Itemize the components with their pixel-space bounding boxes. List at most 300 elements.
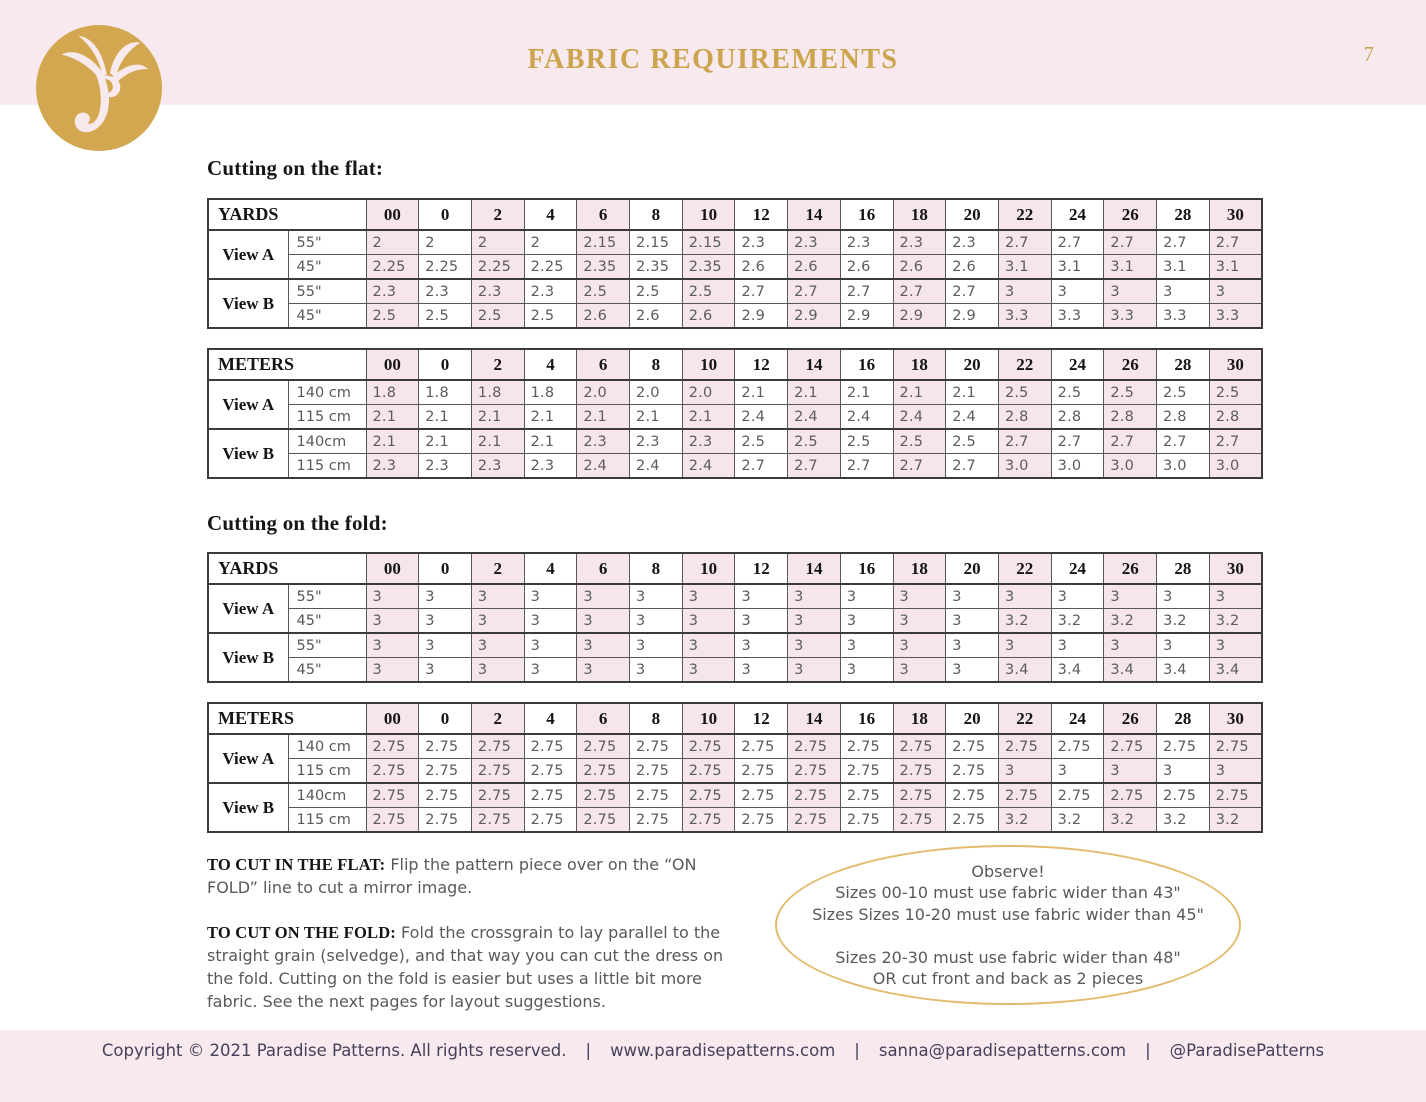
table-cell: 3 <box>735 658 788 683</box>
table-row <box>208 255 1262 280</box>
size-column-header: 30 <box>1209 349 1262 380</box>
size-column-header: 28 <box>1157 553 1210 584</box>
size-column-header: 12 <box>735 553 788 584</box>
table-cell: 2.75 <box>577 734 630 759</box>
table-cell: 2.1 <box>471 405 524 430</box>
size-column-header: 16 <box>840 349 893 380</box>
table-cell: 2.75 <box>1157 783 1210 808</box>
size-column-header: 0 <box>419 199 472 230</box>
table-cell: 3 <box>840 609 893 634</box>
note-cut-on-fold-label: TO CUT ON THE FOLD: <box>207 923 397 942</box>
table-cell: 2.75 <box>893 783 946 808</box>
size-column-header: 20 <box>946 349 999 380</box>
observe-line: Sizes Sizes 10-20 must use fabric wider than 45" <box>812 904 1204 924</box>
table-cell: 3.1 <box>1051 255 1104 280</box>
table-cell: 2 <box>471 230 524 255</box>
table-cell: 3.4 <box>1157 658 1210 683</box>
size-column-header: 8 <box>630 703 683 734</box>
table-cell: 3 <box>788 633 841 658</box>
table-cell: 2.75 <box>471 734 524 759</box>
table-cell: 2.1 <box>735 380 788 405</box>
table-cell: 2.75 <box>577 759 630 784</box>
table-cell: 2.9 <box>893 304 946 329</box>
table-cell: 2.6 <box>893 255 946 280</box>
table-cell: 3 <box>893 658 946 683</box>
size-column-header: 00 <box>366 349 419 380</box>
table-cell: 2.4 <box>682 454 735 479</box>
size-column-header: 14 <box>788 553 841 584</box>
table-cell: 2.35 <box>630 255 683 280</box>
table-cell: 3.3 <box>1104 304 1157 329</box>
table-cell: 2.5 <box>577 279 630 304</box>
table-cell: 2.8 <box>1209 405 1262 430</box>
table-cell: 2.75 <box>788 808 841 833</box>
table-row <box>208 584 1262 609</box>
size-column-header: 26 <box>1104 553 1157 584</box>
size-column-header: 20 <box>946 199 999 230</box>
fabric-width-label: 45" <box>288 609 366 634</box>
fabric-width-label: 45" <box>288 255 366 280</box>
size-column-header: 16 <box>840 199 893 230</box>
view-label: View B <box>208 429 288 478</box>
table-cell: 3.0 <box>998 454 1051 479</box>
table-cell: 3 <box>1104 584 1157 609</box>
table-cell: 2.1 <box>788 380 841 405</box>
fabric-width-label: 115 cm <box>288 759 366 784</box>
table-cell: 2.75 <box>524 759 577 784</box>
size-column-header: 6 <box>577 703 630 734</box>
table-cell: 2.75 <box>893 734 946 759</box>
table-cell: 3.4 <box>1051 658 1104 683</box>
table-cell: 2.3 <box>366 279 419 304</box>
table-cell: 3.0 <box>1104 454 1157 479</box>
table-unit-label: METERS <box>208 349 366 380</box>
size-column-header: 14 <box>788 703 841 734</box>
size-column-header: 4 <box>524 553 577 584</box>
size-column-header: 12 <box>735 703 788 734</box>
view-label: View A <box>208 584 288 633</box>
fabric-width-label: 140 cm <box>288 734 366 759</box>
table-cell: 3 <box>630 609 683 634</box>
table-cell: 3 <box>524 609 577 634</box>
table-cell: 3.0 <box>1051 454 1104 479</box>
table-cell: 1.8 <box>419 380 472 405</box>
table-cell: 2.4 <box>735 405 788 430</box>
table-cell: 3 <box>524 584 577 609</box>
table-cell: 3 <box>998 584 1051 609</box>
table-cell: 3 <box>946 633 999 658</box>
table-cell: 2.5 <box>366 304 419 329</box>
table-cell: 2.75 <box>735 734 788 759</box>
fabric-width-label: 55" <box>288 633 366 658</box>
table-cell: 2.3 <box>630 429 683 454</box>
table-cell: 3 <box>471 633 524 658</box>
view-label: View A <box>208 380 288 429</box>
table-cell: 2.7 <box>735 454 788 479</box>
size-column-header: 22 <box>998 553 1051 584</box>
table-cell: 2.75 <box>682 808 735 833</box>
size-column-header: 4 <box>524 349 577 380</box>
view-label: View A <box>208 230 288 279</box>
table-cell: 2.7 <box>1157 230 1210 255</box>
size-column-header: 30 <box>1209 199 1262 230</box>
table-cell: 2.75 <box>946 808 999 833</box>
table-cell: 2.75 <box>1051 734 1104 759</box>
table-cell: 2.3 <box>419 279 472 304</box>
size-column-header: 20 <box>946 553 999 584</box>
table-cell: 2.7 <box>1051 429 1104 454</box>
table-cell: 3 <box>1051 633 1104 658</box>
table-cell: 3 <box>682 584 735 609</box>
table-cell: 3 <box>630 658 683 683</box>
table-cell: 2.75 <box>735 808 788 833</box>
table-cell: 2.7 <box>788 279 841 304</box>
table-cell: 2.75 <box>577 808 630 833</box>
size-column-header: 8 <box>630 199 683 230</box>
table-cell: 3 <box>735 633 788 658</box>
table-cell: 2.75 <box>419 783 472 808</box>
table-cell: 2.75 <box>840 808 893 833</box>
table-cell: 3 <box>1051 584 1104 609</box>
table-cell: 2.4 <box>893 405 946 430</box>
table-cell: 3 <box>471 658 524 683</box>
table-cell: 2.6 <box>946 255 999 280</box>
table-cell: 3 <box>946 658 999 683</box>
fabric-width-label: 115 cm <box>288 808 366 833</box>
table-cell: 3 <box>893 609 946 634</box>
table-cell: 2.7 <box>840 279 893 304</box>
table-cell: 2.1 <box>366 429 419 454</box>
size-column-header: 24 <box>1051 349 1104 380</box>
table-cell: 2.75 <box>1209 783 1262 808</box>
table-cell: 2.15 <box>630 230 683 255</box>
table-cell: 2.5 <box>471 304 524 329</box>
observe-line: Sizes 00-10 must use fabric wider than 43" <box>835 883 1181 902</box>
table-cell: 2.7 <box>893 454 946 479</box>
table-cell: 2.3 <box>682 429 735 454</box>
size-column-header: 26 <box>1104 349 1157 380</box>
table-cell: 2.75 <box>788 759 841 784</box>
table-cell: 2.1 <box>577 405 630 430</box>
table-cell: 2.75 <box>1104 734 1157 759</box>
table-cell: 3 <box>1051 759 1104 784</box>
footer-copyright: Copyright © 2021 Paradise Patterns. All rights reserved. <box>101 1041 567 1060</box>
size-column-header: 20 <box>946 703 999 734</box>
table-cell: 3 <box>1209 633 1262 658</box>
table-cell: 2.75 <box>946 783 999 808</box>
size-column-header: 26 <box>1104 703 1157 734</box>
table-cell: 2.1 <box>840 380 893 405</box>
table-cell: 3.2 <box>1104 609 1157 634</box>
note-cut-on-fold-text: Fold the crossgrain to lay parallel to the straight grain (selvedge), and that way you can cut the dress on the fold. Cutting on the fold is easier but uses a little bit more fabric. See the next pages for layout suggestions. <box>207 923 724 1011</box>
paradise-patterns-logo <box>35 24 163 152</box>
size-column-header: 0 <box>419 553 472 584</box>
table-cell: 3 <box>524 658 577 683</box>
size-column-header: 18 <box>893 199 946 230</box>
page-title: FABRIC REQUIREMENTS <box>527 44 899 75</box>
table-cell: 3 <box>998 633 1051 658</box>
table-cell: 2.75 <box>682 734 735 759</box>
table-cell: 3.3 <box>1209 304 1262 329</box>
table-cell: 3 <box>840 658 893 683</box>
table-cell: 2.3 <box>893 230 946 255</box>
table-cell: 3 <box>946 584 999 609</box>
table-cell: 2.4 <box>630 454 683 479</box>
table-cell: 3.1 <box>1209 255 1262 280</box>
table-cell: 3 <box>419 658 472 683</box>
table-cell: 3 <box>630 584 683 609</box>
table-cell: 2.75 <box>788 783 841 808</box>
table-cell: 3 <box>366 609 419 634</box>
table-cell: 2.7 <box>946 454 999 479</box>
table-cell: 2.75 <box>788 734 841 759</box>
table-cell: 3 <box>1157 584 1210 609</box>
table-cell: 2 <box>524 230 577 255</box>
table-cell: 2.1 <box>630 405 683 430</box>
table-cell: 2.5 <box>788 429 841 454</box>
table-cell: 2.9 <box>840 304 893 329</box>
table-cell: 2.25 <box>524 255 577 280</box>
table-cell: 3 <box>419 609 472 634</box>
table-cell: 2.75 <box>366 808 419 833</box>
observe-callout <box>775 845 1241 1005</box>
table-cell: 2.75 <box>577 783 630 808</box>
table-cell: 2.75 <box>682 783 735 808</box>
fabric-width-label: 115 cm <box>288 454 366 479</box>
table-cell: 2.75 <box>630 783 683 808</box>
table-cell: 2.6 <box>788 255 841 280</box>
table-cell: 3 <box>419 633 472 658</box>
table-row <box>208 429 1262 454</box>
size-column-header: 00 <box>366 703 419 734</box>
footer-email-link[interactable]: sanna@paradisepatterns.com <box>878 1041 1127 1060</box>
fabric-width-label: 140 cm <box>288 380 366 405</box>
table-cell: 2.7 <box>893 279 946 304</box>
table-cell: 2.75 <box>366 759 419 784</box>
table-row <box>208 230 1262 255</box>
table-cell: 2.75 <box>946 734 999 759</box>
footer-separator: | <box>585 1041 592 1060</box>
table-cell: 2.75 <box>471 783 524 808</box>
size-column-header: 18 <box>893 349 946 380</box>
table-cell: 2.75 <box>998 734 1051 759</box>
table-cell: 3 <box>1157 633 1210 658</box>
table-cell: 2.75 <box>419 734 472 759</box>
table-cell: 2.7 <box>946 279 999 304</box>
size-column-header: 6 <box>577 553 630 584</box>
table-cell: 3 <box>1209 279 1262 304</box>
table-cell: 3 <box>577 584 630 609</box>
table-row <box>208 734 1262 759</box>
table-cell: 3 <box>577 633 630 658</box>
fabric-width-label: 140cm <box>288 783 366 808</box>
table-cell: 2.3 <box>788 230 841 255</box>
table-cell: 2.35 <box>577 255 630 280</box>
table-cell: 2.3 <box>366 454 419 479</box>
table-cell: 3.2 <box>1051 808 1104 833</box>
table-cell: 2.3 <box>735 230 788 255</box>
table-cell: 2.9 <box>788 304 841 329</box>
table-cell: 3 <box>682 658 735 683</box>
table-cell: 3 <box>682 609 735 634</box>
table-cell: 2.75 <box>630 759 683 784</box>
size-column-header: 22 <box>998 349 1051 380</box>
cutting-notes <box>207 853 737 1035</box>
table-cell: 2.7 <box>1104 230 1157 255</box>
table-cell: 3 <box>682 633 735 658</box>
table-cell: 3 <box>1104 279 1157 304</box>
table-cell: 3.2 <box>1157 808 1210 833</box>
table-cell: 2.3 <box>419 454 472 479</box>
table-cell: 2.7 <box>1209 230 1262 255</box>
table-unit-label: YARDS <box>208 199 366 230</box>
table-cell: 2.75 <box>471 808 524 833</box>
table-cell: 2.8 <box>1104 405 1157 430</box>
table-cell: 2.25 <box>471 255 524 280</box>
table-cell: 2.3 <box>577 429 630 454</box>
table-cell: 2.1 <box>419 405 472 430</box>
size-column-header: 24 <box>1051 703 1104 734</box>
size-column-header: 18 <box>893 553 946 584</box>
size-column-header: 22 <box>998 703 1051 734</box>
table-cell: 3 <box>471 609 524 634</box>
table-cell: 3 <box>840 633 893 658</box>
table-cell: 2.5 <box>1209 380 1262 405</box>
table-cell: 2.75 <box>366 734 419 759</box>
table-cell: 3.2 <box>998 609 1051 634</box>
table-unit-label: YARDS <box>208 553 366 584</box>
table-cell: 3 <box>946 609 999 634</box>
table-cell: 3 <box>366 658 419 683</box>
size-column-header: 4 <box>524 703 577 734</box>
table-cell: 3 <box>893 633 946 658</box>
table-cell: 3 <box>735 584 788 609</box>
fabric-width-label: 55" <box>288 230 366 255</box>
table-cell: 3 <box>577 609 630 634</box>
table-cell: 2.75 <box>366 783 419 808</box>
table-cell: 3 <box>1209 759 1262 784</box>
table-cell: 3 <box>1157 279 1210 304</box>
observe-title: Observe! <box>971 861 1045 881</box>
table-cell: 2.8 <box>998 405 1051 430</box>
table-cell: 2.75 <box>735 759 788 784</box>
table-row <box>208 304 1262 329</box>
size-column-header: 00 <box>366 199 419 230</box>
table-cell: 2.75 <box>1157 734 1210 759</box>
size-column-header: 8 <box>630 553 683 584</box>
table-cell: 3.3 <box>1051 304 1104 329</box>
size-column-header: 8 <box>630 349 683 380</box>
table-cell: 2.7 <box>1209 429 1262 454</box>
note-cut-in-flat-text: Flip the pattern piece over on the “ON FOLD” line to cut a mirror image. <box>207 855 697 897</box>
size-column-header: 2 <box>471 199 524 230</box>
fabric-width-label: 115 cm <box>288 405 366 430</box>
table-cell: 2.4 <box>577 454 630 479</box>
table-cell: 2.1 <box>471 429 524 454</box>
table-cell: 2.75 <box>630 734 683 759</box>
table-cell: 2.4 <box>946 405 999 430</box>
table-cell: 2.1 <box>524 429 577 454</box>
table-cell: 2.3 <box>946 230 999 255</box>
table-cell: 3.2 <box>1104 808 1157 833</box>
table-cell: 2.75 <box>1104 783 1157 808</box>
table-cell: 2.6 <box>840 255 893 280</box>
footer-separator: | <box>1145 1041 1151 1060</box>
size-column-header: 12 <box>735 349 788 380</box>
table-cell: 3.1 <box>1104 255 1157 280</box>
size-column-header: 28 <box>1157 703 1210 734</box>
table-cell: 3.2 <box>1209 609 1262 634</box>
table-cell: 2.1 <box>893 380 946 405</box>
table-cell: 2.3 <box>840 230 893 255</box>
table-cell: 2.75 <box>735 783 788 808</box>
view-label: View A <box>208 734 288 783</box>
size-column-header: 16 <box>840 703 893 734</box>
table-cell: 2.5 <box>735 429 788 454</box>
table-cell: 2.3 <box>524 454 577 479</box>
table-cell: 2.4 <box>840 405 893 430</box>
fabric-width-label: 45" <box>288 658 366 683</box>
table-cell: 2.3 <box>471 454 524 479</box>
table-cell: 2.6 <box>735 255 788 280</box>
table-cell: 2.15 <box>682 230 735 255</box>
table-cell: 3 <box>735 609 788 634</box>
fabric-width-label: 45" <box>288 304 366 329</box>
table-cell: 2.5 <box>682 279 735 304</box>
table-cell: 2.3 <box>471 279 524 304</box>
table-cell: 3 <box>840 584 893 609</box>
table-cell: 2.35 <box>682 255 735 280</box>
table-cell: 2.7 <box>998 230 1051 255</box>
palm-tree-icon <box>35 24 163 152</box>
table-cell: 2.5 <box>1157 380 1210 405</box>
table-cell: 2.4 <box>788 405 841 430</box>
table-cell: 2.75 <box>682 759 735 784</box>
table-cell: 3 <box>998 759 1051 784</box>
table-cell: 2.3 <box>524 279 577 304</box>
table-cell: 3.4 <box>998 658 1051 683</box>
table-cell: 2.7 <box>735 279 788 304</box>
size-column-header: 18 <box>893 703 946 734</box>
table-row <box>208 380 1262 405</box>
size-column-header: 0 <box>419 703 472 734</box>
table-cell: 3 <box>524 633 577 658</box>
table-cell: 2.5 <box>1104 380 1157 405</box>
table-cell: 3 <box>1051 279 1104 304</box>
size-column-header: 14 <box>788 349 841 380</box>
table-cell: 1.8 <box>524 380 577 405</box>
table-flat-yards <box>207 198 1263 329</box>
size-column-header: 10 <box>682 553 735 584</box>
table-cell: 2 <box>366 230 419 255</box>
table-cell: 2.75 <box>893 759 946 784</box>
table-cell: 2.0 <box>682 380 735 405</box>
table-cell: 2.5 <box>893 429 946 454</box>
table-cell: 2.8 <box>1051 405 1104 430</box>
footer-band <box>0 1030 1426 1102</box>
footer-social-handle[interactable]: @ParadisePatterns <box>1169 1041 1325 1060</box>
table-cell: 3.0 <box>1157 454 1210 479</box>
table-cell: 3 <box>788 658 841 683</box>
note-cut-in-flat-label: TO CUT IN THE FLAT: <box>207 855 386 874</box>
footer-website-link[interactable]: www.paradisepatterns.com <box>610 1041 836 1060</box>
table-row <box>208 609 1262 634</box>
table-cell: 2.75 <box>998 783 1051 808</box>
table-row <box>208 454 1262 479</box>
table-flat-meters <box>207 348 1263 479</box>
size-column-header: 00 <box>366 553 419 584</box>
table-cell: 2.75 <box>840 759 893 784</box>
